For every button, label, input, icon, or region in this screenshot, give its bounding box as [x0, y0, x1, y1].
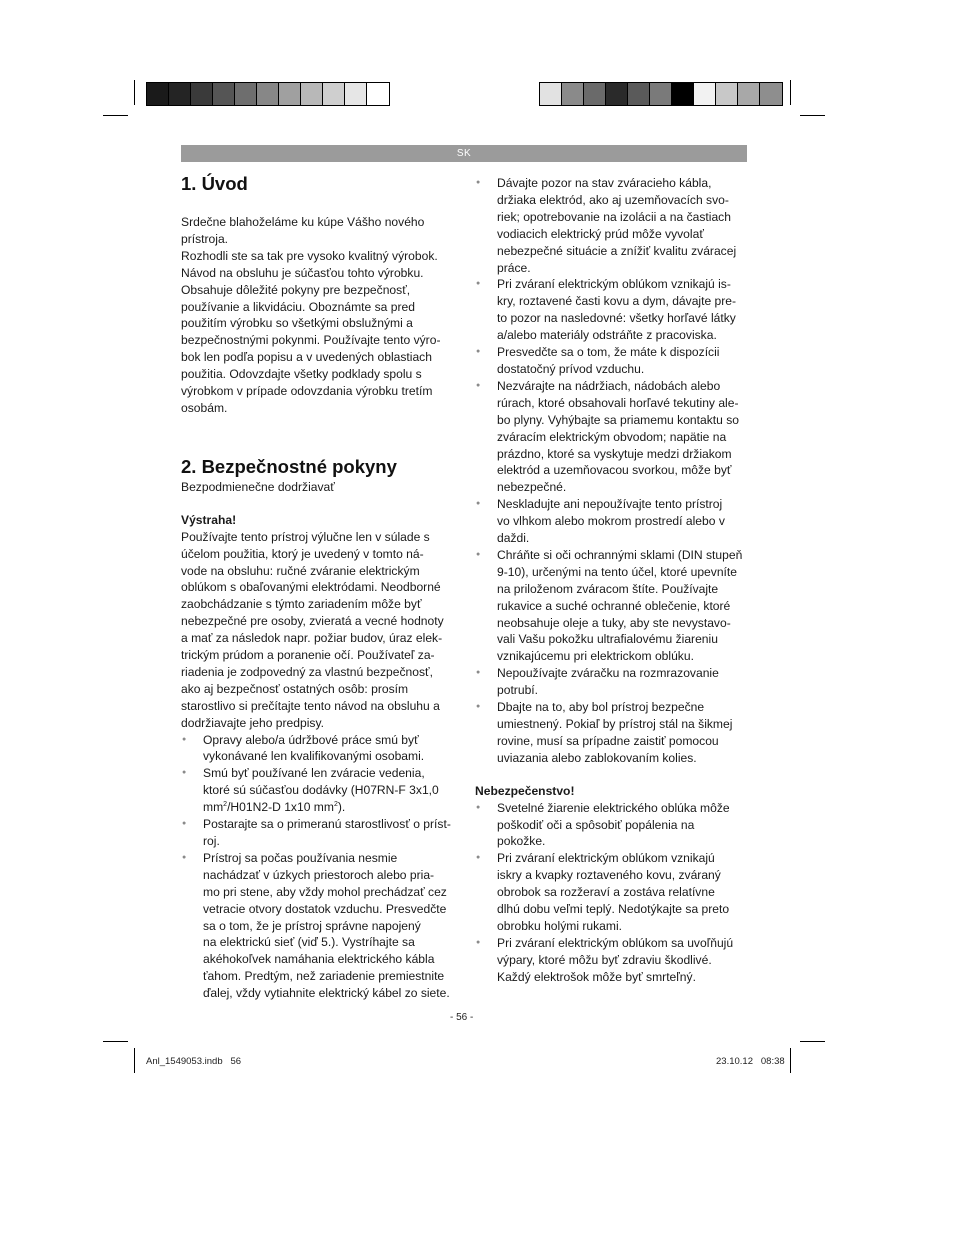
warning-paragraph — [181, 529, 456, 732]
text-line: bezpečnostnými pokynmi. Používajte tento výro- — [181, 333, 441, 348]
color-swatch — [169, 83, 191, 105]
bullet-line: vetracie otvory dostatok vzduchu. Presvedčte — [203, 901, 447, 916]
bullet-line: mo pri stene, aby vždy mohol prechádzať cez — [203, 884, 447, 899]
safety-subtitle: Bezpodmienečne dodržiavať — [181, 479, 335, 494]
danger-heading: Nebezpečenstvo! — [475, 783, 575, 798]
bullet-line: ● Smú byť používané len zváracie vedenia, — [203, 766, 425, 781]
text-line: prístroja. — [181, 231, 229, 246]
text-line: použitím výrobku so všetkými obslužnými a — [181, 316, 413, 331]
bullet-line: vykonávané len kvalifikovanými osobami. — [203, 749, 425, 764]
bullet-line: ● Nepoužívajte zváračku na rozmrazovanie — [497, 666, 719, 681]
bullet-line: riek; opotrebovanie na izolácii a na častiach — [497, 209, 731, 224]
crop-mark — [134, 1048, 135, 1073]
bullet-line: vo vlhkom alebo mokrom prostredí alebo v — [497, 514, 725, 529]
section-title-intro: 1. Úvod — [181, 173, 248, 194]
bullet-line: držiaka elektród, ako aj uzemňovacích svo- — [497, 192, 729, 207]
page-number: - 56 - — [450, 1012, 474, 1023]
bullet-line: práce. — [497, 260, 531, 275]
bullet-line: dostatočný prívod vzduchu. — [497, 361, 645, 376]
color-calibration-bar-left — [146, 82, 390, 106]
bullet-item — [475, 800, 747, 851]
bullet-item — [475, 547, 747, 665]
text-line: nebezpečné pre osoby, zvieratá a vecné hodnoty — [181, 614, 444, 629]
bullet-line: ● Dbajte na to, aby bol prístroj bezpečne — [497, 700, 705, 715]
warning-heading: Výstraha! — [181, 512, 237, 527]
cable-spec-part: 2 — [223, 801, 228, 809]
bullet-item — [475, 175, 747, 276]
color-swatch — [191, 83, 213, 105]
bullet-line: daždi. — [497, 531, 530, 546]
color-swatch — [147, 83, 169, 105]
color-swatch — [760, 83, 782, 105]
bullet-line: umiestnený. Pokiaľ by prístroj stál na šikmej — [497, 717, 733, 731]
bullet-line: Každý elektrošok môže byť smrteľný. — [497, 969, 696, 984]
color-swatch — [562, 83, 584, 105]
bullet-line: kry, roztavené časti kovu a dym, dávajte pre- — [497, 294, 737, 309]
text-line: používanie a likvidáciu. Oboznámte sa pred — [181, 299, 415, 314]
danger-bullet-list — [475, 800, 747, 986]
bullet-line: nachádzať v úzkych priestoroch alebo pria- — [203, 867, 435, 882]
bullet-item — [475, 935, 747, 986]
color-swatch — [213, 83, 235, 105]
bullet-line: rúrach, ktoré obsahovali horľavé tekutiny ale- — [497, 395, 739, 410]
print-file-label: Anl_1549053.indb 56 — [146, 1056, 242, 1067]
color-swatch — [738, 83, 760, 105]
color-swatch — [235, 83, 257, 105]
bullet-line: a/alebo materiály odstráňte z pracoviska. — [497, 328, 717, 343]
bullet-line: zváracím elektrickým obvodom; napätie na — [497, 429, 727, 444]
left-column — [181, 172, 456, 1002]
color-swatch — [606, 83, 628, 105]
bullet-line: neobsahuje oleje a tuky, aby ste nevystavo- — [497, 615, 731, 630]
text-line: Rozhodli ste sa tak pre vysoko kvalitný výrobok. — [181, 248, 438, 263]
bullet-line: ● Neskladujte ani nepoužívajte tento prístroj — [497, 497, 723, 512]
bullet-line: ťahom. Predtým, než zariadenie premiestnite — [203, 969, 445, 984]
bullet-line: vznikajúcemu pri elektrickom oblúku. — [497, 649, 694, 664]
text-line: ako aj bezpečnosť ostatných osôb: prosím — [181, 681, 409, 696]
bullet-line: ● Postarajte sa o primeranú starostlivosť o príst- — [203, 817, 451, 832]
bullet-item — [475, 276, 747, 344]
bullet-line: ● Pri zváraní elektrickým oblúkom sa uvoľňujú — [497, 935, 734, 950]
cable-spec-part: 2 — [333, 801, 338, 809]
text-line: oblúkom s obaľovanými elektródami. Neodborné — [181, 580, 441, 595]
crop-mark — [134, 80, 135, 105]
color-swatch — [279, 83, 301, 105]
bullet-line: sa o tom, že je prístroj správne napojený — [203, 918, 421, 933]
text-line: Používajte tento prístroj výlučne len v súlade s — [181, 529, 430, 544]
bullet-line: 9-10), určenými na tento účel, ktoré upevníte — [497, 564, 737, 579]
bullet-line: ďalej, vždy vytiahnite elektrický kábel zo siete. — [203, 986, 450, 1001]
text-line: bok len podľa popisu a v uvedených oblastiach — [181, 350, 432, 365]
crop-mark — [790, 80, 791, 105]
section-title-safety: 2. Bezpečnostné pokyny — [181, 455, 397, 477]
bullet-line: uviazania alebo zablokovaním kolies. — [497, 750, 697, 765]
cable-spec-part: mm — [203, 800, 224, 815]
bullet-item — [475, 850, 747, 935]
bullet-item — [181, 765, 456, 816]
bullet-item — [475, 378, 747, 496]
crop-mark — [800, 1041, 825, 1042]
bullet-line: na priloženom zváracom štíte. Používajte — [497, 581, 719, 596]
bullet-line: ● Nezvárajte na nádržiach, nádobách alebo — [497, 378, 721, 393]
right-column — [475, 175, 747, 986]
bullet-item — [181, 732, 456, 766]
text-line: použitia. Odovzdajte všetky podklady spolu s — [181, 367, 422, 382]
color-swatch — [301, 83, 323, 105]
color-swatch — [672, 83, 694, 105]
bullet-line: obrobku holými rukami. — [497, 918, 623, 933]
color-swatch — [257, 83, 279, 105]
bullet-line: ● Pri zváraní elektrickým oblúkom vznikajú is- — [497, 277, 731, 292]
text-line: dodržiavajte jeho predpisy. — [181, 715, 324, 730]
cable-spec-line — [203, 799, 456, 816]
bullet-line: dlhú dobu veľmi teplý. Nedotýkajte sa preto — [497, 902, 730, 917]
bullet-line: ● Svetelné žiarenie elektrického oblúka môže — [497, 800, 730, 815]
bullet-line: roj. — [203, 834, 220, 848]
bullet-line: na elektrickú sieť (viď 5.). Vystríhajte sa — [203, 935, 415, 950]
bullet-line: nebezpečné. — [497, 480, 567, 495]
bullet-line: rukavice a suché ochranné oblečenie, ktoré — [497, 598, 731, 613]
color-swatch — [367, 83, 389, 105]
bullet-line: nebezpečné situácie a znížiť kvalitu zváracej — [497, 243, 737, 258]
text-line: Návod na obsluhu je súčasťou tohto výrobku. — [181, 265, 424, 280]
bullet-line: potrubí. — [497, 683, 539, 698]
bullet-line: výpary, ktoré môžu byť zdraviu škodlivé. — [497, 952, 712, 967]
color-swatch — [345, 83, 367, 105]
bullet-line: ● Prístroj sa počas používania nesmie — [203, 850, 398, 865]
safety-bullet-list-left — [181, 732, 456, 1003]
bullet-line: poškodiť oči a spôsobiť popálenia na — [497, 817, 695, 832]
bullet-line: rovine, musí sa prípadne zaistiť pomocou — [497, 733, 719, 748]
text-line: Obsahuje dôležité pokyny pre bezpečnosť, — [181, 282, 411, 297]
crop-mark — [790, 1048, 791, 1073]
bullet-line: ktoré sú súčasťou dodávky (H07RN-F 3x1,0 — [203, 783, 439, 798]
color-calibration-bar-right — [539, 82, 783, 106]
text-line: starostlivo si prečítajte tento návod na obsluhu a — [181, 698, 440, 713]
bullet-line: vodiacich elektrický prúd môže vyvolať — [497, 226, 704, 241]
text-line: a mať za následok napr. požiar budov, úraz elek- — [181, 631, 443, 646]
language-header-bar: SK — [181, 145, 747, 162]
bullet-line: vali Vašu pokožku ultrafialovému žiareniu — [497, 632, 718, 647]
cable-spec-part: /H01N2-D 1x10 mm — [227, 800, 334, 815]
crop-mark — [103, 115, 128, 116]
bullet-item — [181, 816, 456, 850]
bullet-item — [181, 850, 456, 1002]
bullet-line: pokožke. — [497, 834, 546, 849]
text-line: účelom použitia, ktorý je uvedený v tomto ná- — [181, 546, 424, 561]
crop-mark — [800, 115, 825, 116]
text-line: zaobchádzanie s týmto zariadením môže byť — [181, 597, 422, 612]
text-line: Srdečne blahoželáme ku kúpe Vášho nového — [181, 215, 425, 229]
text-line: trickým prúdom a poranenie očí. Používateľ za- — [181, 648, 435, 663]
text-line: riadenia je zodpovedný za vlastnú bezpečnosť, — [181, 664, 433, 679]
bullet-line: ● Opravy alebo/a údržbové práce smú byť — [203, 732, 419, 747]
color-swatch — [650, 83, 672, 105]
text-line: vode na obsluhu: ručné zváranie elektrickým — [181, 563, 420, 578]
bullet-line: obrobok sa rozžeraví a zostáva relatívne — [497, 885, 715, 900]
intro-paragraph — [181, 214, 456, 417]
bullet-line: ● Dávajte pozor na stav zváracieho kábla, — [497, 176, 712, 190]
bullet-line: to pozor na nasledovné: všetky horľavé látky — [497, 311, 736, 326]
color-swatch — [628, 83, 650, 105]
color-swatch — [694, 83, 716, 105]
bullet-item — [475, 344, 747, 378]
color-swatch — [323, 83, 345, 105]
color-swatch — [716, 83, 738, 105]
bullet-line: bo plyny. Vyhýbajte sa priamemu kontaktu so — [497, 412, 739, 427]
bullet-item — [475, 699, 747, 767]
text-line: výrobkom v prípade odovzdania výrobku tretím — [181, 384, 433, 399]
bullet-line: elektród a uzemňovacou svorkou, môže byť — [497, 463, 732, 478]
crop-mark — [103, 1041, 128, 1042]
bullet-line: ● Chráňte si oči ochrannými sklami (DIN stupeň — [497, 547, 743, 562]
bullet-line: ● Presvedčte sa o tom, že máte k dispozícii — [497, 345, 720, 360]
bullet-line: iskry a kvapky roztaveného kovu, zváraný — [497, 868, 721, 883]
bullet-item — [475, 496, 747, 547]
color-swatch — [584, 83, 606, 105]
bullet-line: prázdno, ktoré sa vyskytuje medzi držiakom — [497, 446, 732, 461]
bullet-item — [475, 665, 747, 699]
bullet-line: ● Pri zváraní elektrickým oblúkom vznikajú — [497, 851, 715, 866]
cable-spec-part: ). — [337, 800, 346, 815]
safety-bullet-list-right — [475, 175, 747, 767]
bullet-line: akéhokoľvek namáhania elektrického kábla — [203, 952, 435, 967]
print-datetime-label: 23.10.12 08:38 — [716, 1056, 785, 1067]
text-line: osobám. — [181, 400, 228, 415]
color-swatch — [540, 83, 562, 105]
